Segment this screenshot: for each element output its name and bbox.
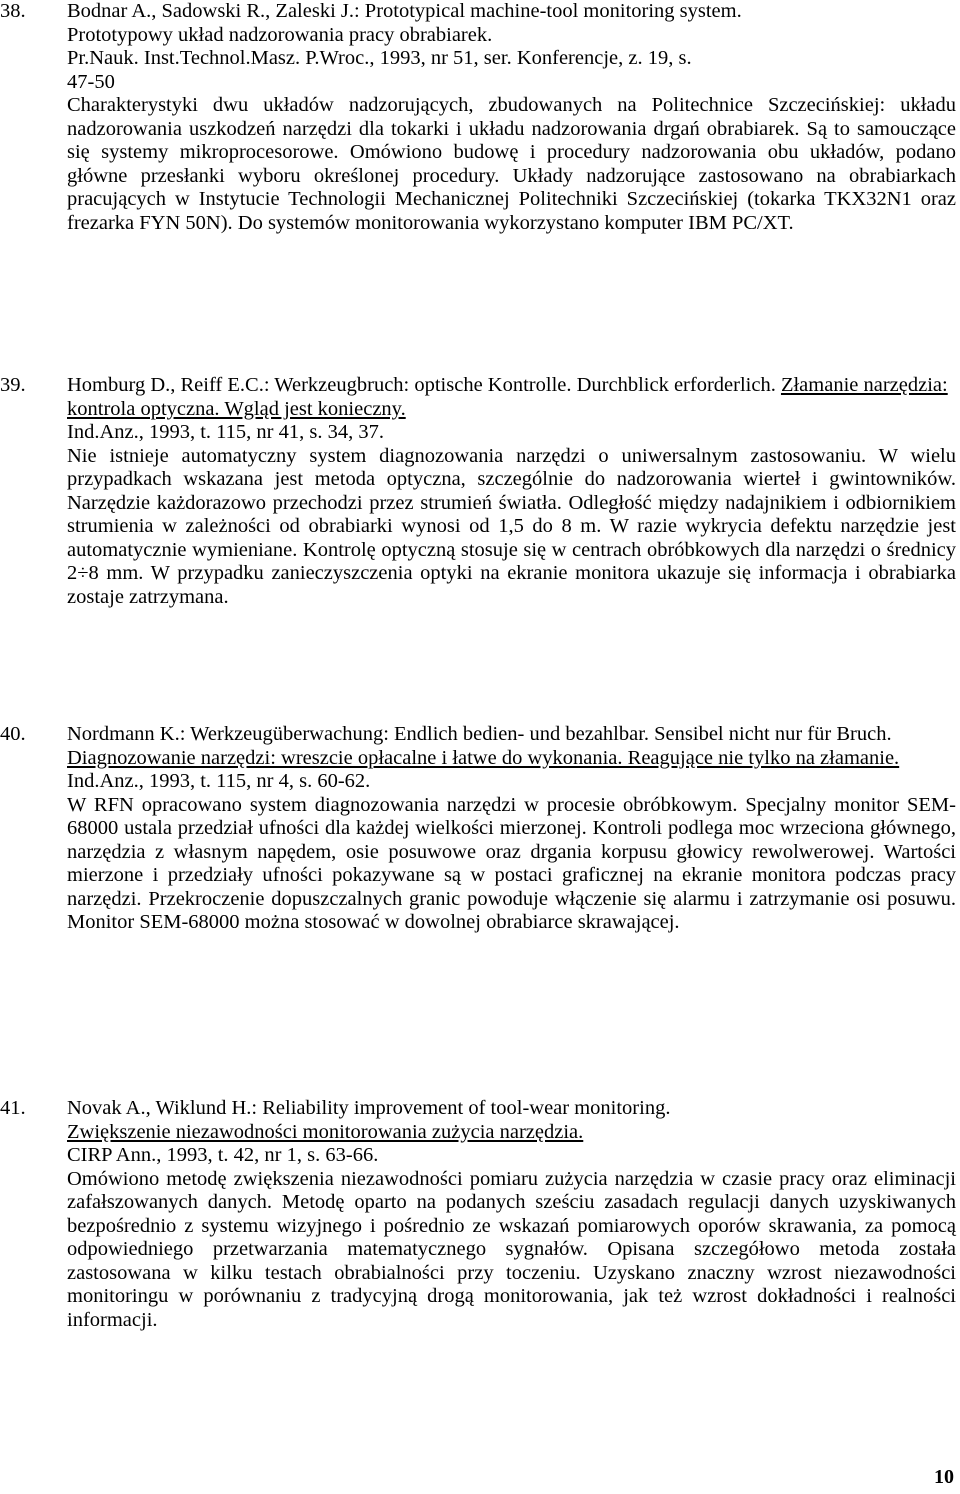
entry-number: 41. [0, 1097, 26, 1119]
entry-number: 39. [0, 374, 26, 396]
entry-abstract: Charakterystyki dwu układów nadzorujących, zbudowanych na Politechnice Szczecińskiej: układu nadzorowania uszkodzeń narzędzi dla tokarki i układu nadzorowania drgań obrabiarek. Są to samouczące się systemy mikroprocesorowe. Omówiono budowę i procedury nadzorowania obu układów, podano główne przesłanki wyboru określonej procedury. Układy nadzorujące zastosowano na obrabiarkach pracujących w Instytucie Technologii Mechanicznej Politechniki Szczecińskiej (tokarka TKX32N1 oraz frezarka FYN 50N). Do systemów monitorowania wykorzystano komputer IBM PC/XT. [67, 94, 956, 234]
entry-source: Pr.Nauk. Inst.Technol.Masz. P.Wroc., 1993, nr 51, ser. Konferencje, z. 19, s. 47-50 [67, 47, 692, 93]
entry-source: Ind.Anz., 1993, t. 115, nr 41, s. 34, 37. [67, 421, 384, 443]
entry-body [67, 0, 956, 235]
entry-citation: Homburg D., Reiff E.C.: Werkzeugbruch: optische Kontrolle. Durchblick erforderlich. [67, 374, 776, 396]
entry-translated-title: Złamanie narzędzia: kontrola optyczna. Wgląd jest konieczny. [67, 374, 948, 420]
entry-number: 38. [0, 0, 26, 22]
entry-abstract: Omówiono metodę zwiększenia niezawodności pomiaru zużycia narzędzia w czasie pracy oraz eliminacji zafałszowanych danych. Metodę oparto na podanych sześciu zasadach regulacji danych uzyskiwanych bezpośrednio z systemu wizyjnego i pośrednio ze wskazań pomiarowych oporów skrawania, za pomocą odpowiedniego przetwarzania matematycznego sygnałów. Opisana szczegółowo metoda została zastosowana w kilku testach obrabialności przy toczeniu. Uzyskano znaczny wzrost niezawodności monitoringu w porównaniu z tradycyjną drogą monitorowania, jak też wzrost dokładności i realności informacji. [67, 1167, 956, 1331]
entry-citation-line [67, 723, 956, 770]
entry-citation: Bodnar A., Sadowski R., Zaleski J.: Prototypical machine-tool monitoring system. [67, 0, 742, 22]
entry-translated-title: Prototypowy układ nadzorowania pracy obrabiarek. [67, 23, 493, 46]
entry-source: CIRP Ann., 1993, t. 42, nr 1, s. 63-66. [67, 1144, 379, 1166]
entry-abstract: W RFN opracowano system diagnozowania narzędzi w procesie obróbkowym. Specjalny monitor SEM-68000 ustala przedział ufności dla każdej wielkości mierzonej. Kontroli podlega moc wrzeciona głównego, narzędzia z własnym napędem, osie posuwowe oraz drgania korpusu głowicy rewolwerowej. Wartości mierzone i przedziały ufności pokazywane są w postaci graficznej na ekranie monitora podczas pracy narzędzi. Przekroczenie dopuszczalnych granic powoduje włączenie się alarmu i zatrzymanie osi posuwu. Monitor SEM-68000 można stosować w dowolnej obrabiarce skrawającej. [67, 793, 956, 933]
entry-citation: Nordmann K.: Werkzeugüberwachung: Endlich bedien- und bezahlbar. Sensibel nicht nur für Bruch. [67, 723, 892, 745]
entry-translated-title: Zwiększenie niezawodności monitorowania zużycia narzędzia. [67, 1120, 584, 1143]
entry-body [67, 374, 956, 609]
entry-abstract: Nie istnieje automatyczny system diagnozowania narzędzi o uniwersalnym zastosowaniu. W wielu przypadkach wskazana jest metoda optyczna, szczególnie do nadzorowania wierteł i gwintowników. Narzędzie każdorazowo przechodzi przez strumień światła. Odległość między nadajnikiem i odbiornikiem strumienia w zależności od obrabiarki wynosi od 1,5 do 8 m. W razie wykrycia defektu narzędzie jest automatycznie wymieniane. Kontrolę optyczną stosuje się w centrach obróbkowych dla narzędzi o średnicy 2÷8 mm. W przypadku zanieczyszczenia optyki na ekranie monitora ukazuje się informacja i obrabiarka zostaje zatrzymana. [67, 444, 956, 608]
entry-citation-line [67, 374, 956, 421]
entry-body [67, 723, 956, 935]
page-number: 10 [934, 1466, 954, 1488]
entry-number: 40. [0, 723, 26, 745]
entry-body [67, 1097, 956, 1332]
entry-translated-title: Diagnozowanie narzędzi: wreszcie opłacalne i łatwe do wykonania. Reagujące nie tylko na złamanie. [67, 746, 900, 769]
entry-citation: Novak A., Wiklund H.: Reliability improvement of tool-wear monitoring. [67, 1097, 671, 1119]
entry-source: Ind.Anz., 1993, t. 115, nr 4, s. 60-62. [67, 770, 371, 792]
